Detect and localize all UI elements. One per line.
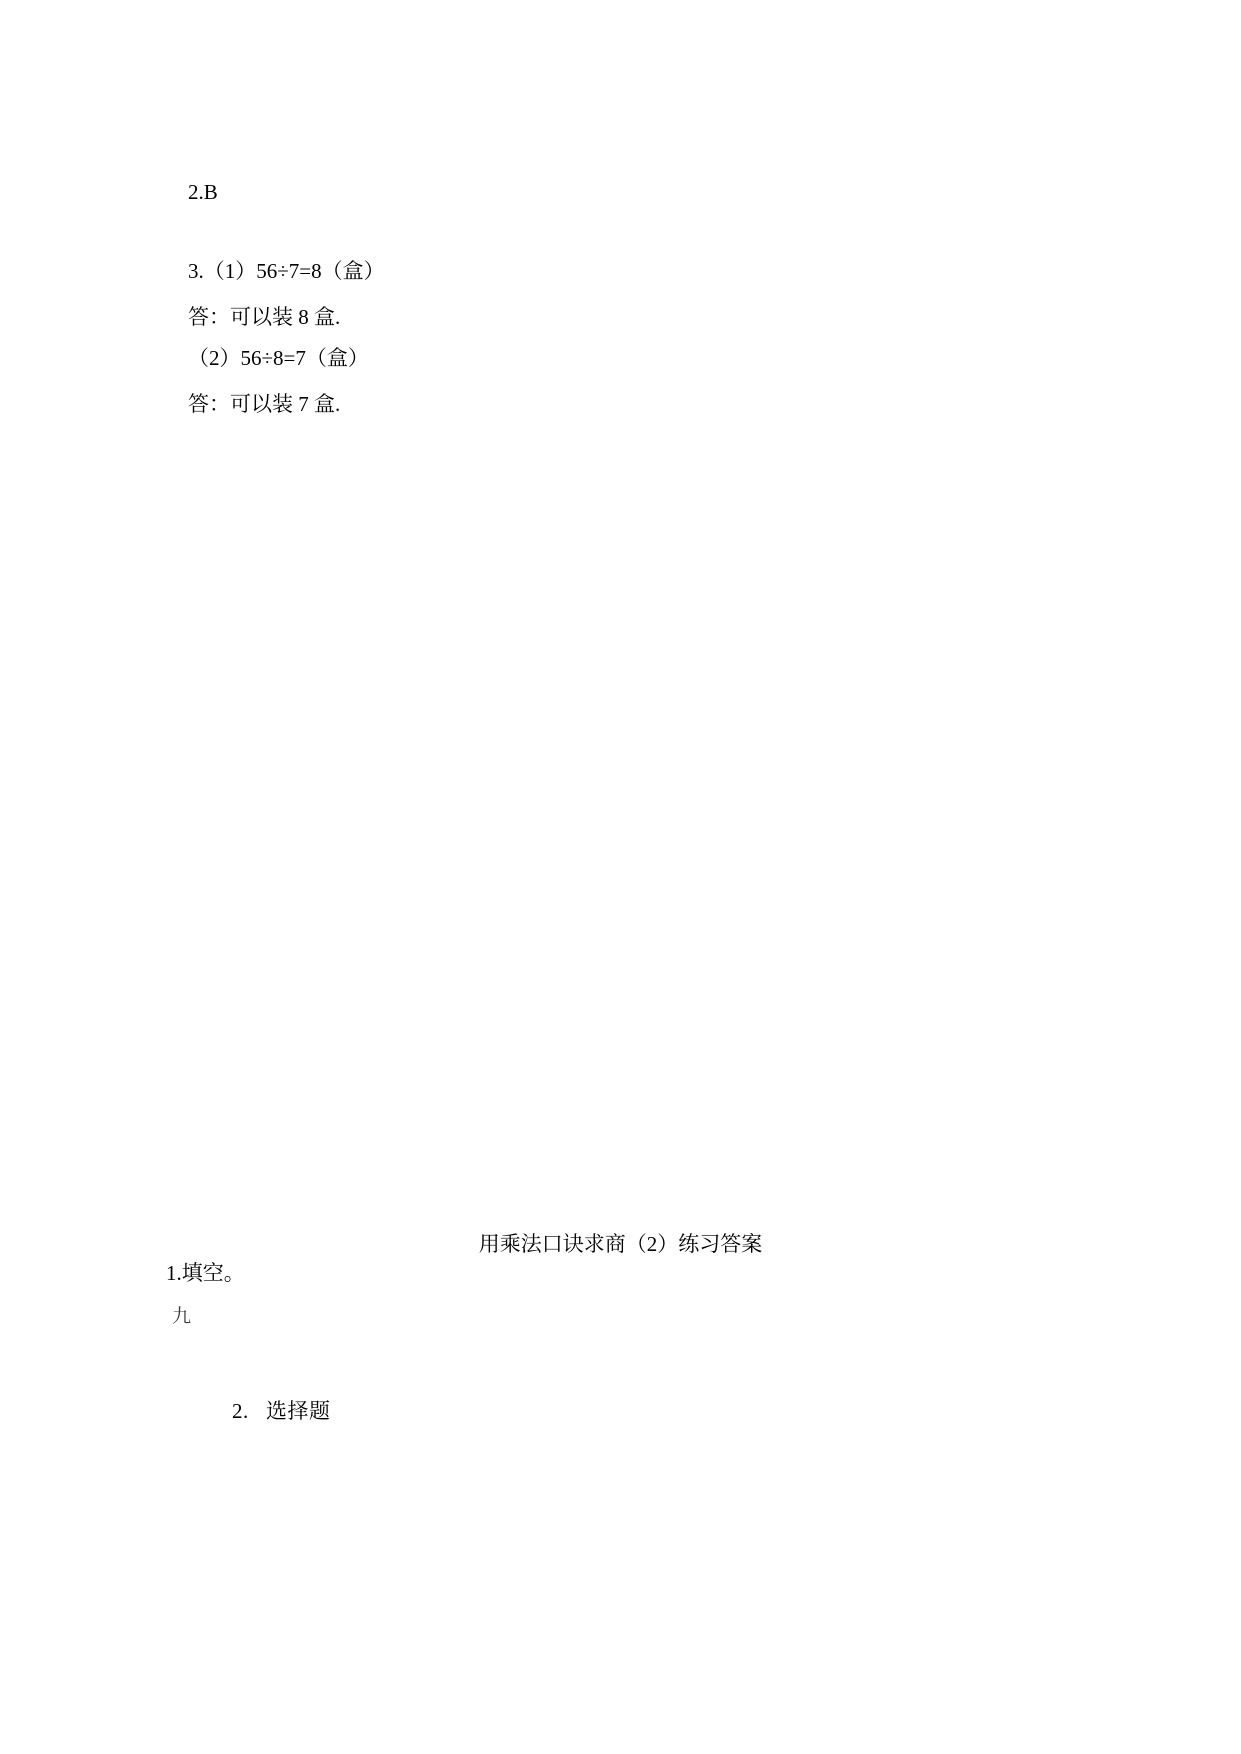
question-1-label: 1.填空。 [166,1261,245,1285]
answer-item-2: 2.B [188,180,218,204]
answer-item-3-part-2: （2）56÷8=7（盒） [188,346,369,370]
answer-item-3-part-1-reply: 答：可以装 8 盒. [188,305,341,329]
answer-item-3-part-2-reply: 答：可以装 7 盒. [188,392,341,416]
answer-item-3-part-1: 3.（1）56÷7=8（盒） [188,259,385,283]
question-2-label: 2. 选择题 [232,1399,331,1423]
section-heading: 用乘法口诀求商（2）练习答案 [478,1232,763,1256]
question-1-answer: 九 [172,1306,192,1327]
